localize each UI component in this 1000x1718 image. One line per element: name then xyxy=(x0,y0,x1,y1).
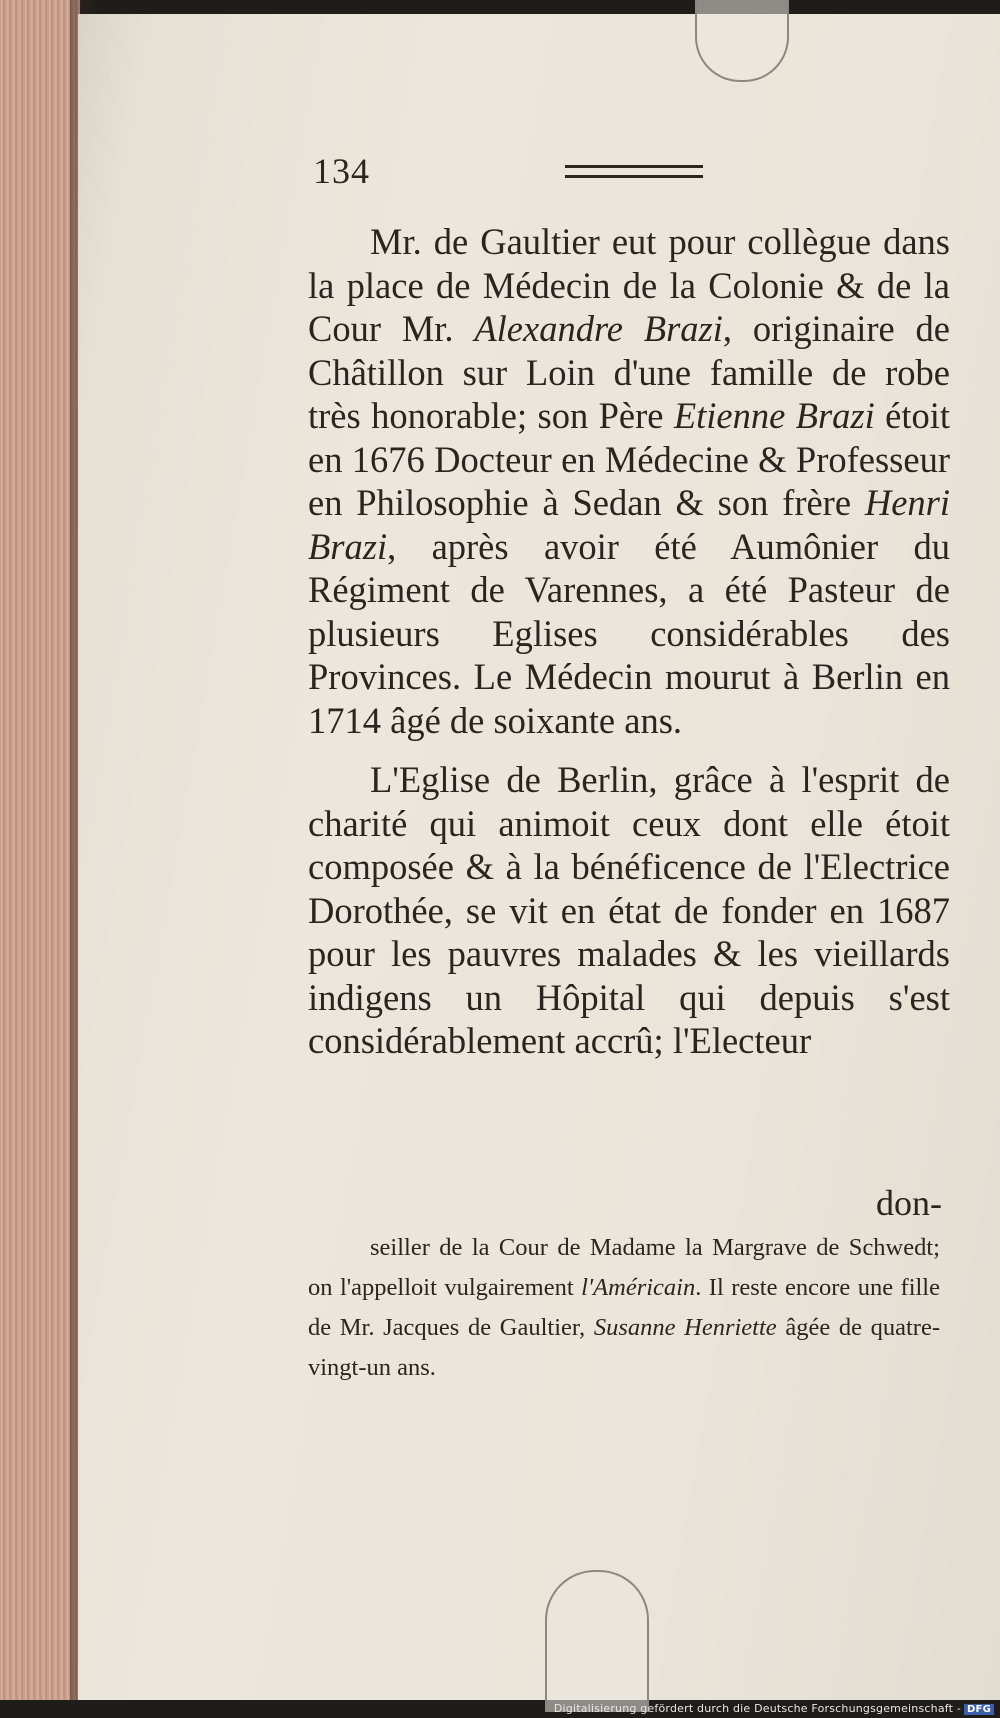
paragraph xyxy=(308,220,950,742)
text-run: Mr. de Gaultier eut pour collègue dans la place de Médecin de la Colonie & de la Cour Mr. xyxy=(308,221,950,349)
text-run: seiller de la Cour de Madame la Margrave de Schwedt; on l'appelloit vulgairement xyxy=(308,1234,940,1301)
header-rule xyxy=(565,165,703,178)
italic-run: Etienne Brazi xyxy=(673,395,875,436)
italic-run: Henri Brazi xyxy=(308,482,950,567)
footnote-paragraph xyxy=(308,1228,940,1388)
page-clip-top xyxy=(695,0,789,82)
italic-run: l'Américain xyxy=(581,1274,696,1301)
text-run: , originaire de Châtillon sur Loin d'une famille de robe très honorable; son Père xyxy=(308,308,950,436)
italic-run: Susanne Henriette xyxy=(593,1314,777,1341)
page-clip-bottom xyxy=(545,1570,649,1712)
italic-run: Alexandre Brazi xyxy=(474,308,723,349)
credit-text: Digitalisierung gefördert durch die Deutsche Forschungsgemeinschaft - xyxy=(553,1702,962,1715)
text-run: . Il reste encore une fille de Mr. Jacques de Gaultier, xyxy=(308,1274,940,1341)
main-text xyxy=(308,220,950,1063)
paragraph xyxy=(308,758,950,1063)
text-run: , après avoir été Aumônier du Régiment de Varennes, a été Pasteur de plusieurs Eglises considérables des Provinces. Le Médecin mourut à Berlin en 1714 âgé de soixante ans. xyxy=(308,525,950,741)
footnote xyxy=(308,1228,940,1388)
text-run: âgée de quatre-vingt-un ans. xyxy=(308,1314,940,1381)
catchword: don- xyxy=(876,1183,942,1223)
dfg-logo: DFG xyxy=(964,1704,994,1715)
text-run: L'Eglise de Berlin, grâce à l'esprit de charité qui animoit ceux dont elle étoit composée & à la bénéficence de l'Electrice Dorothée, se vit en état de fonder en 1687 pour les pauvres malades & les vieillards indigens un Hôpital qui depuis s'est considérablement accrû; l'Electeur xyxy=(308,759,950,1061)
page-number: 134 xyxy=(313,151,370,191)
book-page-edges xyxy=(0,0,80,1700)
text-run: étoit en 1676 Docteur en Médecine & Professeur en Philosophie à Sedan & son frère xyxy=(308,395,951,523)
digitization-credit xyxy=(554,1702,994,1715)
